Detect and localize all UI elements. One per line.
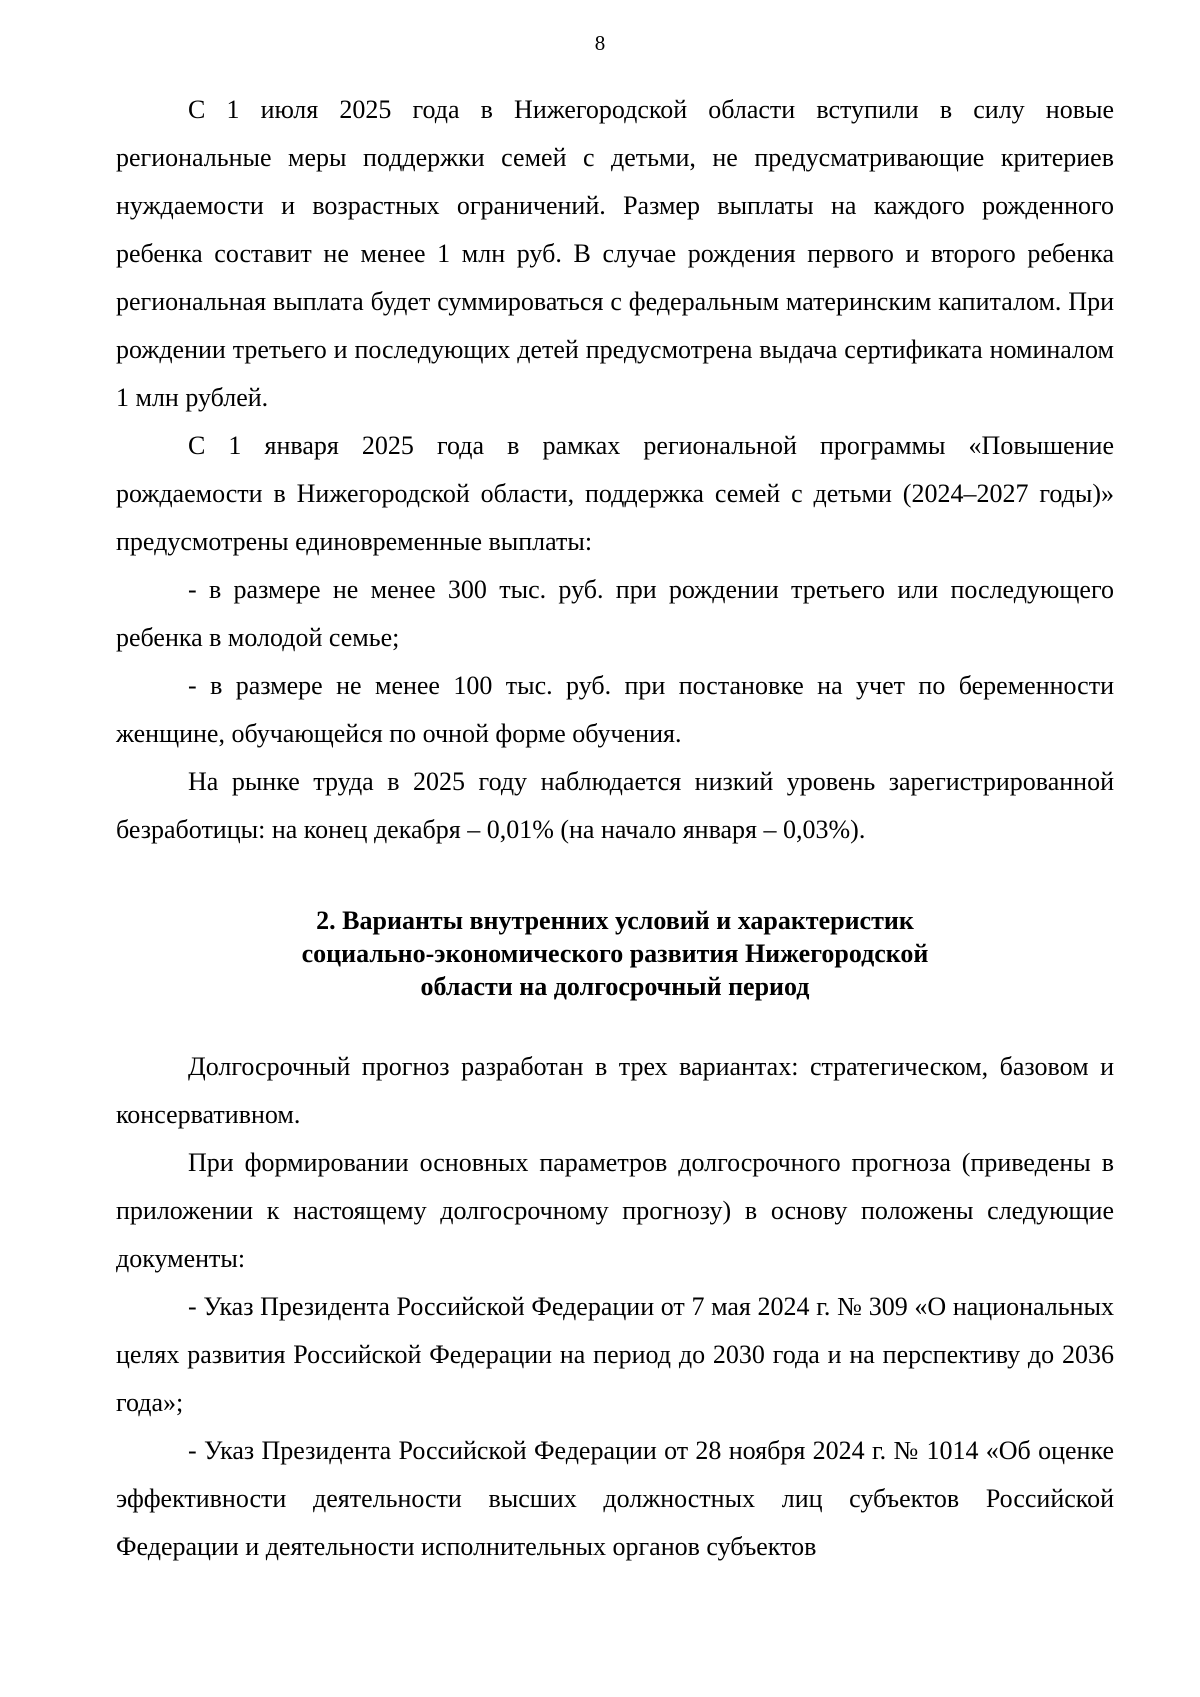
list-item-payment-300k: - в размере не менее 300 тыс. руб. при рождении третьего или последующего ребенка в молодой семье; xyxy=(116,575,1114,652)
section-heading-line: области на долгосрочный период xyxy=(420,972,810,1001)
list-item-decree-1014: - Указ Президента Российской Федерации от 28 ноября 2024 г. № 1014 «Об оценке эффективности деятельности высших должностных лиц субъектов Российской Федерации и деятельности исполнительных органов субъектов xyxy=(116,1436,1114,1561)
list-item-decree-309: - Указ Президента Российской Федерации от 7 мая 2024 г. № 309 «О национальных целях развития Российской Федерации на период до 2030 года и на перспективу до 2036 года»; xyxy=(116,1292,1114,1417)
section-heading-line: социально-экономического развития Нижегородской xyxy=(301,939,929,968)
paragraph-forecast-basis: При формировании основных параметров долгосрочного прогноза (приведены в приложении к настоящему долгосрочному прогнозу) в основу положены следующие документы: xyxy=(116,1148,1114,1273)
page-content xyxy=(116,86,1114,1571)
section-heading-line: 2. Варианты внутренних условий и характеристик xyxy=(316,906,914,935)
paragraph-regional-program: С 1 января 2025 года в рамках региональной программы «Повышение рождаемости в Нижегородской области, поддержка семей с детьми (2024–2027 годы)» предусмотрены единовременные выплаты: xyxy=(116,431,1114,556)
paragraph-support-measures: С 1 июля 2025 года в Нижегородской области вступили в силу новые региональные меры поддержки семей с детьми, не предусматривающие критериев нуждаемости и возрастных ограничений. Размер выплаты на каждого рожденного ребенка составит не менее 1 млн руб. В случае рождения первого и второго ребенка региональная выплата будет суммироваться с федеральным материнским капиталом. При рождении третьего и последующих детей предусмотрена выдача сертификата номиналом 1 млн рублей. xyxy=(116,95,1114,412)
list-item-payment-100k: - в размере не менее 100 тыс. руб. при постановке на учет по беременности женщине, обучающейся по очной форме обучения. xyxy=(116,671,1114,748)
paragraph-forecast-variants: Долгосрочный прогноз разработан в трех вариантах: стратегическом, базовом и консервативном. xyxy=(116,1052,1114,1129)
section-heading xyxy=(116,904,1114,1003)
paragraph-labor-market: На рынке труда в 2025 году наблюдается низкий уровень зарегистрированной безработицы: на конец декабря – 0,01% (на начало января – 0,03%). xyxy=(116,767,1114,844)
page-number: 8 xyxy=(594,31,606,55)
